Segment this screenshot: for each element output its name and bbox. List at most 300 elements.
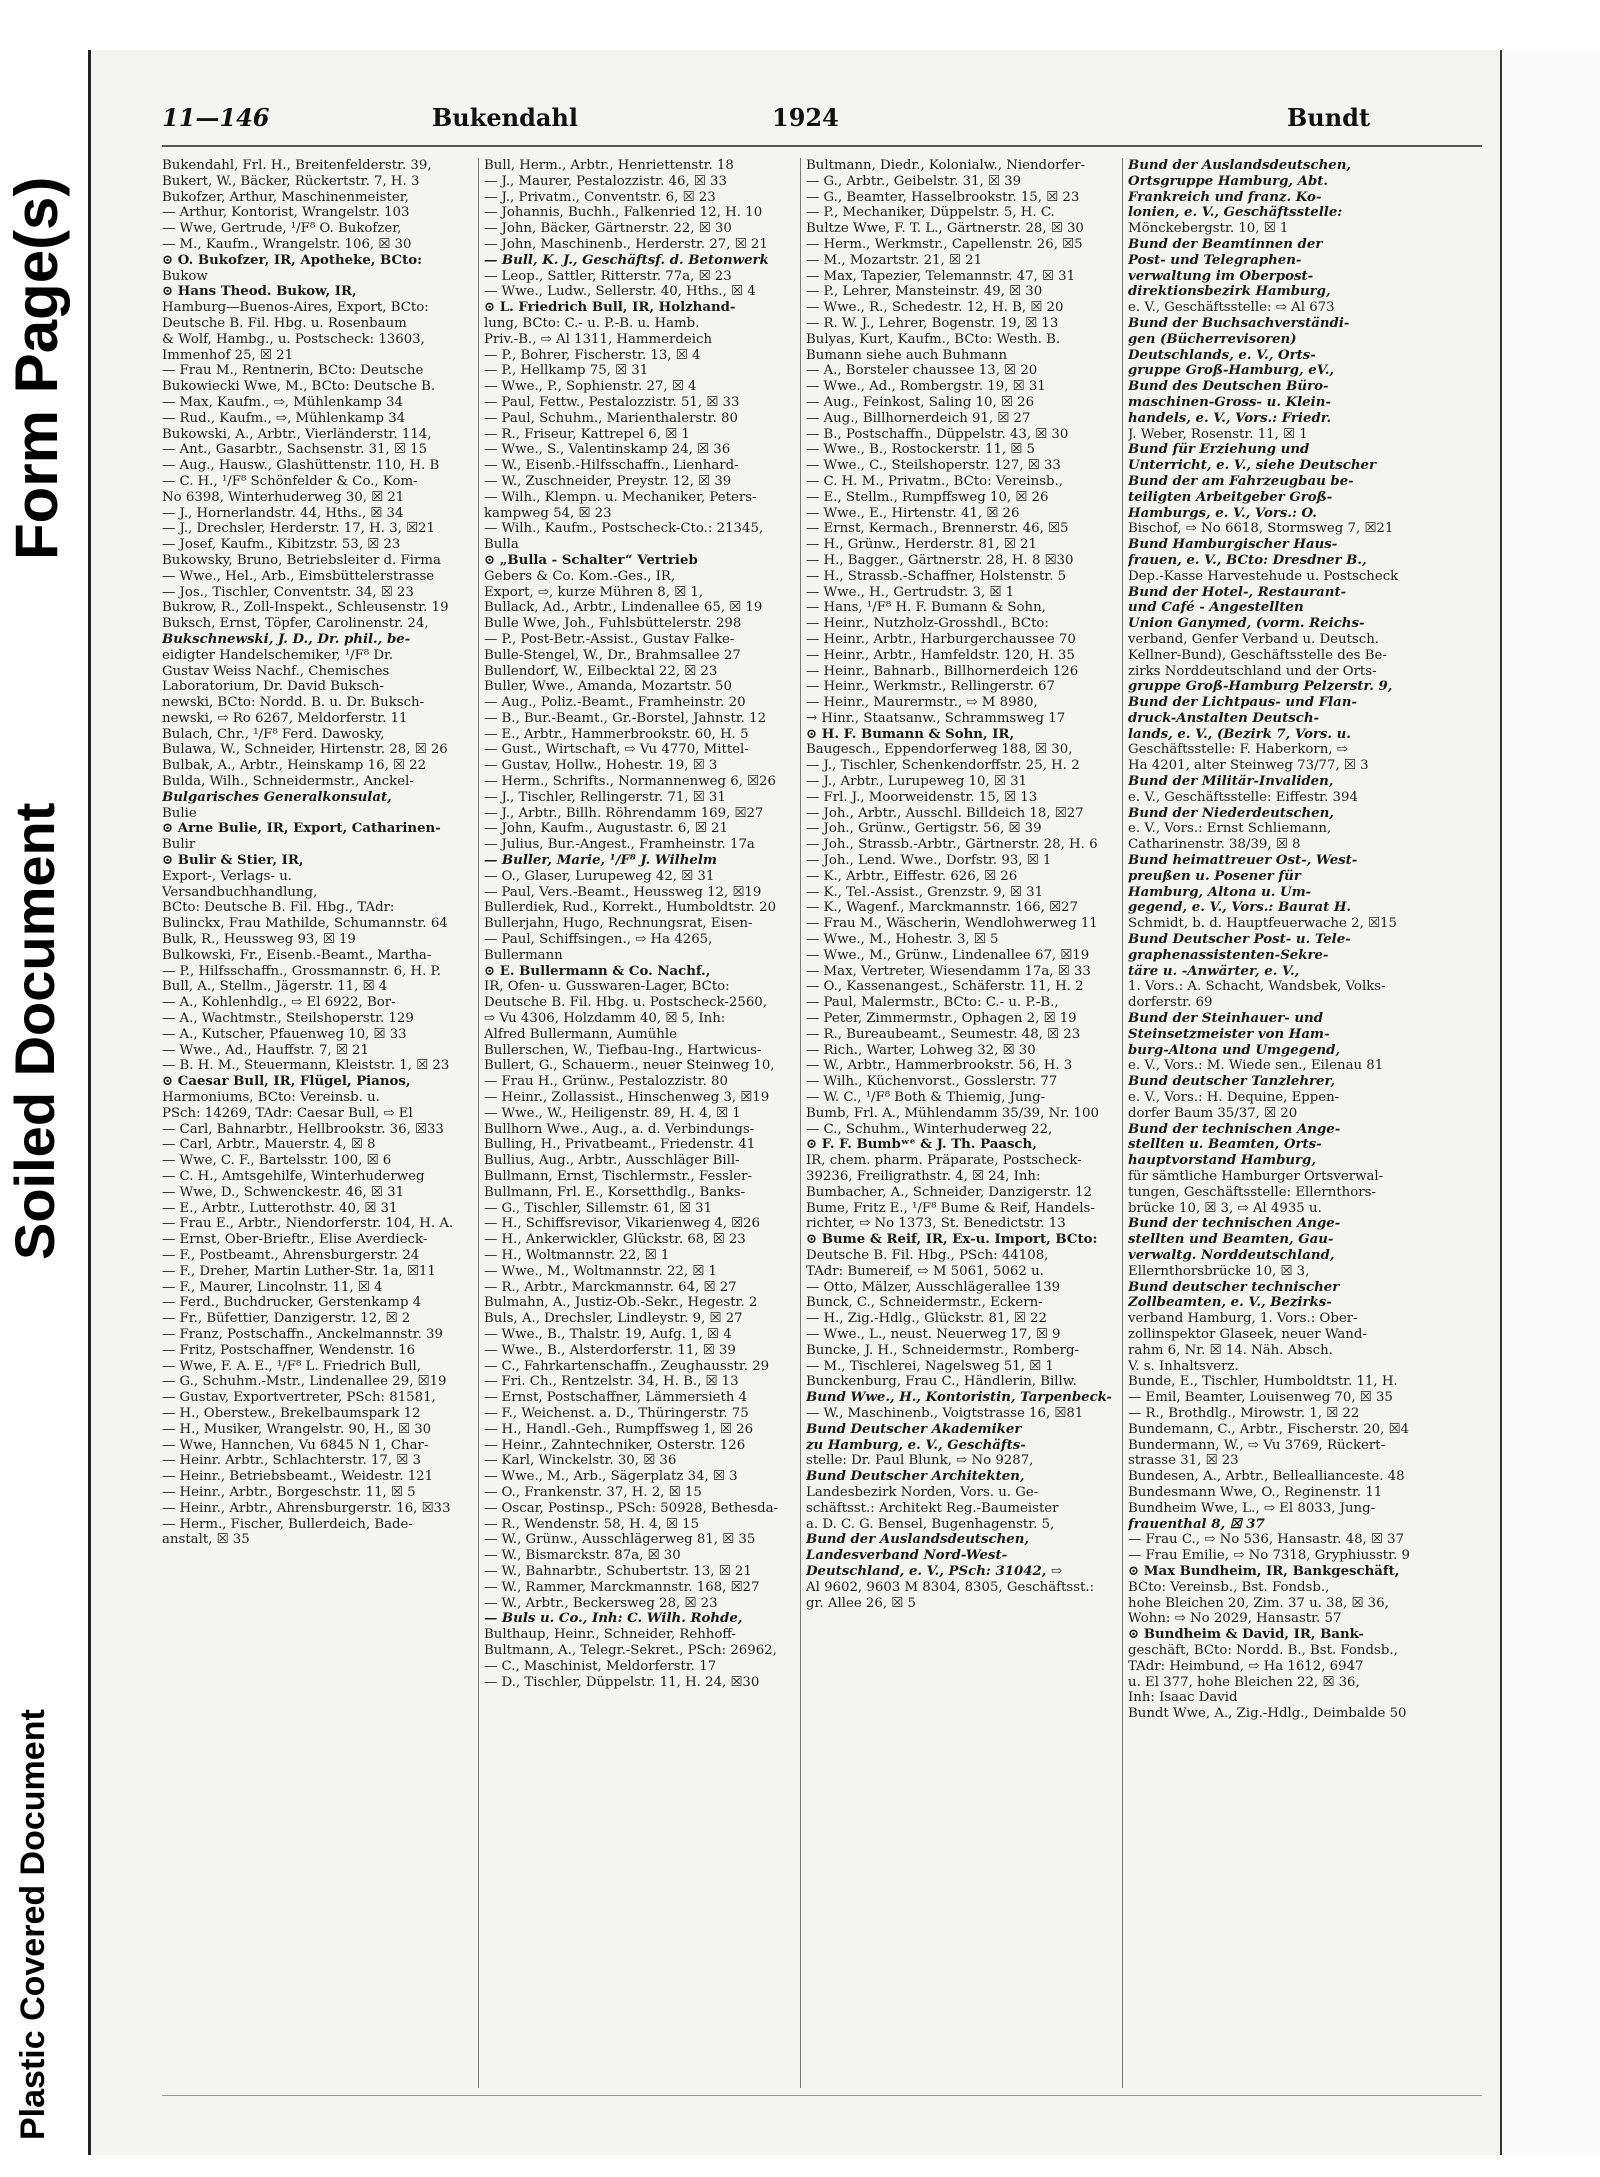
directory-entry-line: a. D. C. G. Bensel, Bugenhagenstr. 5, <box>806 1516 1055 1532</box>
directory-entry-line: burg-Altona und Umgegend, <box>1128 1042 1341 1058</box>
directory-entry-line: Bunde, E., Tischler, Humboldtstr. 11, H. <box>1128 1374 1398 1390</box>
directory-entry-line: — G., Arbtr., Geibelstr. 31, ☒ 39 <box>806 173 1022 189</box>
directory-entry-line: — R., Arbtr., Marckmannstr. 64, ☒ 27 <box>484 1279 737 1295</box>
column-divider <box>478 158 479 2088</box>
directory-entry-line: — P., Hellkamp 75, ☒ 31 <box>484 363 649 379</box>
directory-entry-line: Bume, Fritz E., ¹/F⁸ Bume & Reif, Handels- <box>806 1200 1095 1216</box>
directory-entry-line: e. V., Geschäftsstelle: ⇨ Al 673 <box>1128 300 1335 316</box>
directory-entry-line: — R., Wendenstr. 58, H. 4, ☒ 15 <box>484 1516 700 1532</box>
bottom-rule <box>162 2095 1482 2096</box>
directory-entry-line: — Frl. J., Moorweidenstr. 15, ☒ 13 <box>806 789 1038 805</box>
directory-entry-line: — J., Arbtr., Billh. Röhrendamm 169, ☒27 <box>484 805 764 821</box>
directory-entry-line: — A., Kohlenhdlg., ⇨ El 6922, Bor- <box>162 995 396 1011</box>
directory-entry-line: Steinsetzmeister von Ham- <box>1128 1026 1330 1042</box>
directory-entry-line: Gebers & Co. Kom.-Ges., IR, <box>484 568 676 584</box>
directory-entry-line: ⊙ Arne Bulie, IR, Export, Catharinen- <box>162 821 441 837</box>
directory-entry-line: Bund der technischen Ange- <box>1128 1121 1341 1137</box>
directory-entry-line: kampweg 54, ☒ 23 <box>484 505 612 521</box>
directory-entry-line: — Jos., Tischler, Conventstr. 34, ☒ 23 <box>162 584 414 600</box>
directory-entry-line: Landesbezirk Norden, Vors. u. Ge- <box>806 1484 1039 1500</box>
directory-entry-line: Bull, A., Stellm., Jägerstr. 11, ☒ 4 <box>162 979 388 995</box>
directory-entry-line: rahm 6, Nr. ☒ 14. Näh. Absch. <box>1128 1342 1333 1358</box>
directory-entry-line: — J., Drechsler, Herderstr. 17, H. 3, ☒21 <box>162 521 435 537</box>
directory-entry-line: — Heinr., Arbtr., Borgeschstr. 11, ☒ 5 <box>162 1484 416 1500</box>
directory-entry-line: verwaltung im Oberpost- <box>1128 268 1314 284</box>
directory-entry-line: teiligten Arbeitgeber Groß- <box>1128 489 1333 505</box>
directory-entry-line: schäftsst.: Architekt Reg.-Baumeister <box>806 1500 1059 1516</box>
directory-entry-line: — Wwe., M., Arb., Sägerplatz 34, ☒ 3 <box>484 1469 738 1485</box>
directory-entry-line: — Heinr., Zahntechniker, Osterstr. 126 <box>484 1437 746 1453</box>
directory-entry-line: — H., Oberstew., Brekelbaumspark 12 <box>162 1405 421 1421</box>
directory-entry-line: — Wwe., M., Woltmannstr. 22, ☒ 1 <box>484 1263 717 1279</box>
directory-entry-line: — H., Woltmannstr. 22, ☒ 1 <box>484 1247 670 1263</box>
directory-entry-line: IR, chem. pharm. Präparate, Postscheck- <box>806 1153 1082 1169</box>
directory-entry-line: — Heinr., Betriebsbeamt., Weidestr. 121 <box>162 1469 434 1485</box>
directory-entry-line: tungen, Geschäftsstelle: Ellernthors- <box>1128 1184 1376 1200</box>
directory-entry-line: — W., Bismarckstr. 87a, ☒ 30 <box>484 1548 681 1564</box>
directory-entry-line: Frankreich und franz. Ko- <box>1128 189 1322 205</box>
directory-entry-line: Bulda, Wilh., Schneidermstr., Anckel- <box>162 774 414 790</box>
directory-entry-line: — Peter, Zimmermstr., Ophagen 2, ☒ 19 <box>806 1011 1077 1027</box>
directory-entry-line: — Wwe., M., Grünw., Lindenallee 67, ☒19 <box>806 947 1090 963</box>
directory-entry-line: — Paul, Schuhm., Marienthalerstr. 80 <box>484 410 738 426</box>
directory-entry-line: → Hinr., Staatsanw., Schrammsweg 17 <box>806 710 1066 726</box>
directory-entry-line: Bullack, Ad., Arbtr., Lindenallee 65, ☒ 19 <box>484 600 763 616</box>
directory-entry-line: stelle: Dr. Paul Blunk, ⇨ No 9287, <box>806 1453 1034 1469</box>
directory-entry-line: — Heinr., Arbtr., Harburgerchaussee 70 <box>806 631 1076 647</box>
directory-entry-line: Kellner-Bund), Geschäftsstelle des Be- <box>1128 647 1387 663</box>
directory-entry-line: — John, Maschinenb., Herderstr. 27, ☒ 21 <box>484 236 768 252</box>
directory-entry-line: stellten und Beamten, Gau- <box>1128 1232 1334 1248</box>
directory-entry-line: — Aug., Hausw., Glashüttenstr. 110, H. B <box>162 458 440 474</box>
directory-entry-line: ⊙ L. Friedrich Bull, IR, Holzhand- <box>484 300 736 316</box>
directory-entry-line: gen (Bücherrevisoren) <box>1128 331 1297 347</box>
directory-entry-line: — O., Glaser, Lurupeweg 42, ☒ 31 <box>484 868 715 884</box>
directory-entry-line: J. Weber, Rosenstr. 11, ☒ 1 <box>1128 426 1308 442</box>
directory-entry-line: — Frau H., Grünw., Pestalozzistr. 80 <box>484 1074 728 1090</box>
directory-entry-line: — H., Grünw., Herderstr. 81, ☒ 21 <box>806 537 1037 553</box>
directory-entry-line: — M., Tischlerei, Nagelsweg 51, ☒ 1 <box>806 1358 1054 1374</box>
directory-entry-line: — Gustav, Hollw., Hohestr. 19, ☒ 3 <box>484 758 718 774</box>
directory-entry-line: — Carl, Arbtr., Mauerstr. 4, ☒ 8 <box>162 1137 376 1153</box>
directory-entry-line: — R., Friseur, Kattrepel 6, ☒ 1 <box>484 426 690 442</box>
directory-entry-line: — G., Tischler, Sillemstr. 61, ☒ 31 <box>484 1200 713 1216</box>
directory-entry-line: — Johannis, Buchh., Falkenried 12, H. 10 <box>484 205 763 221</box>
directory-entry-line: ⊙ Bume & Reif, IR, Ex-u. Import, BCto: <box>806 1232 1098 1248</box>
directory-entry-line: — Frau C., ⇨ No 536, Hansastr. 48, ☒ 37 <box>1128 1532 1405 1548</box>
directory-entry-line: Bulthaup, Heinr., Schneider, Rehhoff- <box>484 1627 736 1643</box>
directory-entry-line: — Wwe., S., Valentinskamp 24, ☒ 36 <box>484 442 731 458</box>
directory-entry-line: 39236, Freiligrathstr. 4, ☒ 24, Inh: <box>806 1169 1041 1184</box>
directory-entry-line: — Julius, Bur.-Angest., Framheinstr. 17a <box>484 837 755 853</box>
header-year: 1924 <box>772 103 839 132</box>
directory-entry-line: Bulla <box>484 537 519 553</box>
directory-entry-line: newski, ⇨ Ro 6267, Meldorferstr. 11 <box>162 710 408 726</box>
directory-entry-line: Bukowiecki Wwe, M., BCto: Deutsche B. <box>162 379 436 395</box>
directory-entry-line: gruppe Groß-Hamburg Pelzerstr. 9, <box>1128 679 1393 695</box>
directory-entry-line: lung, BCto: C.- u. P.-B. u. Hamb. <box>484 315 700 331</box>
directory-entry-line: ⊙ Bundheim & David, IR, Bank- <box>1128 1627 1364 1643</box>
directory-entry-line: — Franz, Postschaffn., Anckelmannstr. 39 <box>162 1326 443 1342</box>
directory-entry-line: Bulie <box>162 805 197 821</box>
directory-entry-line: Bulinckx, Frau Mathilde, Schumannstr. 64 <box>162 916 448 932</box>
directory-entry-line: — Wilh., Küchenvorst., Gosslerstr. 77 <box>806 1074 1058 1090</box>
directory-entry-line: zollinspektor Glaseek, neuer Wand- <box>1128 1326 1367 1342</box>
directory-entry-line: & Wolf, Hambg., u. Postscheck: 13603, <box>162 331 425 347</box>
directory-entry-line: Bumb, Frl. A., Mühlendamm 35/39, Nr. 100 <box>806 1105 1099 1121</box>
directory-entry-line: Bischof, ⇨ No 6618, Stormsweg 7, ☒21 <box>1128 521 1394 537</box>
directory-entry-line: V. s. Inhaltsverz. <box>1128 1358 1239 1374</box>
directory-entry-line: strasse 31, ☒ 23 <box>1128 1453 1239 1469</box>
directory-entry-line: — C., Fahrkartenschaffn., Zeughausstr. 29 <box>484 1358 770 1374</box>
directory-entry-line: Buncke, J. H., Schneidermstr., Romberg- <box>806 1342 1080 1358</box>
directory-entry-line: — Paul, Vers.-Beamt., Heussweg 12, ☒19 <box>484 884 762 900</box>
directory-entry-line: Bulach, Chr., ¹/F⁸ Ferd. Dawosky, <box>162 726 385 742</box>
directory-entry-line: Bund Hamburgischer Haus- <box>1128 537 1338 553</box>
directory-entry-line: — Hans, ¹/F⁸ H. F. Bumann & Sohn, <box>806 600 1046 616</box>
directory-entry-line: Post- und Telegraphen- <box>1128 252 1302 268</box>
directory-entry-line: Bulle-Stengel, W., Dr., Brahmsallee 27 <box>484 647 741 663</box>
directory-entry-line: — Wwe., R., Schedestr. 12, H. B, ☒ 20 <box>806 300 1064 316</box>
directory-entry-line: Bukow <box>162 268 208 284</box>
directory-entry-line: — Aug., Billhornerdeich 91, ☒ 27 <box>806 410 1031 426</box>
directory-entry-line: richter, ⇨ No 1373, St. Benedictstr. 13 <box>806 1216 1066 1232</box>
directory-entry-line: — Carl, Bahnarbtr., Hellbrookstr. 36, ☒33 <box>162 1121 444 1137</box>
directory-entry-line: — Ant., Gasarbtr., Sachsenstr. 31, ☒ 15 <box>162 442 428 458</box>
directory-entry-line: Bund der Lichtpaus- und Flan- <box>1128 695 1357 711</box>
directory-entry-line: täre u. -Anwärter, e. V., <box>1128 963 1300 979</box>
directory-entry-line: — Herm., Fischer, Bullerdeich, Bade- <box>162 1516 413 1532</box>
directory-entry-line: Al 9602, 9603 M 8304, 8305, Geschäftsst.: <box>806 1579 1095 1595</box>
column-1 <box>162 158 472 2078</box>
directory-entry-line: Bund der Militär-Invaliden, <box>1128 774 1334 790</box>
directory-entry-line: Bund der am Fahrzeugbau be- <box>1128 473 1354 489</box>
directory-entry-line: — G., Beamter, Hasselbrookstr. 15, ☒ 23 <box>806 189 1080 205</box>
directory-entry-line: Bund der Steinhauer- und <box>1128 1011 1324 1027</box>
directory-entry-line: — A., Kutscher, Pfauenweg 10, ☒ 33 <box>162 1026 407 1042</box>
directory-entry-line: — Oscar, Postinsp., PSch: 50928, Bethesda- <box>484 1500 779 1516</box>
directory-entry-line: — Emil, Beamter, Louisenweg 70, ☒ 35 <box>1128 1390 1393 1406</box>
directory-entry-line: Bund der Hotel-, Restaurant- <box>1128 584 1347 600</box>
directory-entry-line: — Gust., Wirtschaft, ⇨ Vu 4770, Mittel- <box>484 742 749 758</box>
directory-entry-line: Bund Wwe., H., Kontoristin, Tarpenbeck- <box>806 1390 1112 1406</box>
directory-entry-line: — J., Privatm., Conventstr. 6, ☒ 23 <box>484 189 716 205</box>
directory-entry-line: Bumann siehe auch Buhmann <box>806 347 1008 363</box>
directory-entry-line: — D., Tischler, Düppelstr. 11, H. 24, ☒30 <box>484 1674 760 1690</box>
directory-entry-line: — Joh., Strassb.-Arbtr., Gärtnerstr. 28, H. 6 <box>806 837 1098 853</box>
directory-entry-line: Bulling, H., Privatbeamt., Friedenstr. 41 <box>484 1137 756 1153</box>
directory-entry-line: No 6398, Winterhuderweg 30, ☒ 21 <box>162 489 405 505</box>
directory-entry-line: Bullmann, Frl. E., Korsetthdlg., Banks- <box>484 1184 746 1200</box>
directory-entry-line: — Frau Emilie, ⇨ No 7318, Gryphiusstr. 9 <box>1128 1548 1410 1564</box>
directory-entry-line: — Paul, Schiffsingen., ⇨ Ha 4265, <box>484 932 713 948</box>
directory-entry-line: — Karl, Winckelstr. 30, ☒ 36 <box>484 1453 677 1469</box>
directory-entry-line: geschäft, BCto: Nordd. B., Bst. Fondsb., <box>1128 1642 1398 1658</box>
directory-entry-line: — Heinr., Maurermstr., ⇨ M 8980, <box>806 695 1038 711</box>
directory-entry-line: Unterricht, e. V., siehe Deutscher <box>1128 458 1376 474</box>
directory-entry-line: verwaltg. Norddeutschland, <box>1128 1247 1335 1263</box>
directory-entry-line: — P., Post-Betr.-Assist., Gustav Falke- <box>484 631 735 647</box>
directory-entry-line: — A., Borsteler chaussee 13, ☒ 20 <box>806 363 1038 379</box>
directory-entry-line: Bundt Wwe, A., Zig.-Hdlg., Deimbalde 50 <box>1128 1706 1407 1722</box>
directory-entry-line: — W., Zuschneider, Preystr. 12, ☒ 39 <box>484 473 732 489</box>
directory-entry-line: — H., Zig.-Hdlg., Glückstr. 81, ☒ 22 <box>806 1311 1047 1327</box>
directory-entry-line: Ha 4201, alter Steinweg 73/77, ☒ 3 <box>1128 758 1369 774</box>
directory-entry-line: ⊙ Max Bundheim, IR, Bankgeschäft, <box>1128 1563 1400 1579</box>
directory-entry-line: Bulir <box>162 837 196 853</box>
directory-entry-line: — Gustav, Exportvertreter, PSch: 81581, <box>162 1390 436 1406</box>
directory-entry-line: dorfer Baum 35/37, ☒ 20 <box>1128 1105 1298 1121</box>
directory-entry-line: Buls, A., Drechsler, Lindleystr. 9, ☒ 27 <box>484 1311 743 1327</box>
directory-entry-line: Bullerdiek, Rud., Korrekt., Humboldtstr. 20 <box>484 900 777 916</box>
directory-entry-line: Bund der technischen Ange- <box>1128 1216 1341 1232</box>
directory-entry-line: Gustav Weiss Nachf., Chemisches <box>162 663 390 679</box>
directory-entry-line: — Frau M., Wäscherin, Wendlohwerweg 11 <box>806 916 1098 932</box>
directory-entry-line: Bukrow, R., Zoll-Inspekt., Schleusenstr. 19 <box>162 600 449 616</box>
directory-entry-line: Bultmann, Diedr., Kolonialw., Niendorfer- <box>806 158 1086 173</box>
directory-entry-line: Bundesmann Wwe, O., Reginenstr. 11 <box>1128 1484 1383 1500</box>
directory-entry-line: — Heinr., Nutzholz-Grosshdl., BCto: <box>806 616 1049 632</box>
directory-entry-line: — Buller, Marie, ¹/F⁸ J. Wilhelm <box>484 853 717 869</box>
directory-entry-line: Ellernthorsbrücke 10, ☒ 3, <box>1128 1263 1310 1279</box>
directory-entry-line: — E., Stellm., Rumpffsweg 10, ☒ 26 <box>806 489 1049 505</box>
directory-entry-line: Bullert, G., Schauerm., neuer Steinweg 10, <box>484 1058 775 1074</box>
directory-entry-line: u. El 377, hohe Bleichen 22, ☒ 36, <box>1128 1674 1360 1690</box>
directory-entry-line: — Heinr., Zollassist., Hinschenweg 3, ☒19 <box>484 1090 770 1106</box>
directory-entry-line: — B. H. M., Steuermann, Kleiststr. 1, ☒ 23 <box>162 1058 450 1074</box>
directory-entry-line: — Rud., Kaufm., ⇨, Mühlenkamp 34 <box>162 410 406 426</box>
directory-entry-line: Mönckebergstr. 10, ☒ 1 <box>1128 221 1289 237</box>
column-divider <box>1122 158 1123 2088</box>
directory-entry-line: Bulmahn, A., Justiz-Ob.-Sekr., Hegestr. 2 <box>484 1295 758 1311</box>
directory-entry-line: — H., Bagger., Gärtnerstr. 28, H. 8 ☒30 <box>806 552 1074 568</box>
directory-entry-line: Deutschland, e. V., PSch: 31042, ⇨ <box>806 1563 1063 1579</box>
directory-entry-line: — C. H., Amtsgehilfe, Winterhuderweg <box>162 1169 425 1184</box>
directory-entry-line: Bukschnewski, J. D., Dr. phil., be- <box>162 631 411 647</box>
directory-entry-line: Bund heimattreuer Ost-, West- <box>1128 853 1358 869</box>
directory-entry-line: — Wwe., B., Thalstr. 19, Aufg. 1, ☒ 4 <box>484 1326 732 1342</box>
directory-entry-line: — Paul, Malermstr., BCto: C.- u. P.-B., <box>806 995 1059 1011</box>
directory-entry-line: e. V., Vors.: M. Wiede sen., Eilenau 81 <box>1128 1058 1384 1074</box>
directory-entry-line: — Frau E., Arbtr., Niendorferstr. 104, H. A. <box>162 1216 454 1232</box>
directory-entry-line: Bundermann, W., ⇨ Vu 3769, Rückert- <box>1128 1437 1386 1453</box>
directory-entry-line: stellten u. Beamten, Orts- <box>1128 1137 1322 1153</box>
directory-entry-line: Bukert, W., Bäcker, Rückertstr. 7, H. 3 <box>162 173 420 189</box>
column-divider <box>800 158 801 2088</box>
directory-entry-line: Bulk, R., Heussweg 93, ☒ 19 <box>162 932 356 948</box>
directory-entry-line: ⊙ O. Bukofzer, IR, Apotheke, BCto: <box>162 252 423 268</box>
directory-entry-line: — E., Arbtr., Hammerbrookstr. 60, H. 5 <box>484 726 749 742</box>
directory-entry-line: Bullius, Aug., Arbtr., Ausschläger Bill- <box>484 1153 740 1169</box>
directory-entry-line: — Wwe, Hannchen, Vu 6845 N 1, Char- <box>162 1437 429 1453</box>
directory-entry-line: — W., Eisenb.-Hilfsschaffn., Lienhard- <box>484 458 739 474</box>
directory-entry-line: Bulbak, A., Arbtr., Heinskamp 16, ☒ 22 <box>162 758 427 774</box>
directory-entry-line: e. V., Vors.: Ernst Schliemann, <box>1128 821 1332 837</box>
directory-entry-line: frauen, e. V., BCto: Dresdner B., <box>1128 552 1367 568</box>
directory-entry-line: Zollbeamten, e. V., Bezirks- <box>1128 1295 1332 1311</box>
directory-entry-line: — P., Mechaniker, Düppelstr. 5, H. C. <box>806 205 1055 221</box>
directory-entry-line: Catharinenstr. 38/39, ☒ 8 <box>1128 837 1301 853</box>
directory-entry-line: — Wwe., E., Hirtenstr. 41, ☒ 26 <box>806 505 1020 521</box>
directory-entry-line: ⊙ H. F. Bumann & Sohn, IR, <box>806 726 1015 742</box>
directory-entry-line: — Max, Tapezier, Telemannstr. 47, ☒ 31 <box>806 268 1076 284</box>
directory-entry-line: Schmidt, b. d. Hauptfeuerwache 2, ☒15 <box>1128 916 1397 932</box>
directory-entry-line: Bullermann <box>484 947 563 963</box>
directory-entry-line: — Joh., Arbtr., Ausschl. Billdeich 18, ☒27 <box>806 805 1084 821</box>
directory-entry-line: — J., Hornerlandstr. 44, Hths., ☒ 34 <box>162 505 404 521</box>
directory-entry-line: gegend, e. V., Vors.: Baurat H. <box>1128 900 1352 916</box>
directory-entry-line: — W., Grünw., Ausschlägerweg 81, ☒ 35 <box>484 1532 756 1548</box>
directory-entry-line: Bundesen, A., Arbtr., Belleallianceste. 48 <box>1128 1469 1405 1485</box>
directory-entry-line: Bulawa, W., Schneider, Hirtenstr. 28, ☒ 26 <box>162 742 448 758</box>
directory-entry-line: — Wwe., W., Heiligenstr. 89, H. 4, ☒ 1 <box>484 1105 741 1121</box>
directory-entry-line: — Fritz, Postschaffner, Wendenstr. 16 <box>162 1342 416 1358</box>
directory-entry-line: — R. W. J., Lehrer, Bogenstr. 19, ☒ 13 <box>806 315 1059 331</box>
directory-entry-line: graphenassistenten-Sekre- <box>1128 947 1329 963</box>
directory-entry-line: — Heinr. Arbtr., Schlachterstr. 17, ☒ 3 <box>162 1453 421 1469</box>
scan-sidebar <box>0 0 80 2177</box>
directory-entry-line: — M., Mozartstr. 21, ☒ 21 <box>806 252 983 268</box>
directory-entry-line: — Wwe., B., Rostockerstr. 11, ☒ 5 <box>806 442 1035 458</box>
directory-entry-line: — Wwe., P., Sophienstr. 27, ☒ 4 <box>484 379 697 395</box>
directory-entry-line: verband Hamburg, 1. Vors.: Ober- <box>1128 1311 1358 1327</box>
directory-entry-line: — Fri. Ch., Rentzelstr. 34, H. B., ☒ 13 <box>484 1374 739 1390</box>
directory-entry-line: — Leop., Sattler, Ritterstr. 77a, ☒ 23 <box>484 268 732 284</box>
directory-entry-line: — Bull, K. J., Geschäftsf. d. Betonwerk <box>484 252 769 268</box>
directory-entry-line: Deutsche B. Fil. Hbg. u. Postscheck-2560, <box>484 995 767 1011</box>
directory-entry-line: — Joh., Lend. Wwe., Dorfstr. 93, ☒ 1 <box>806 853 1052 869</box>
directory-entry-line: lonien, e. V., Geschäftsstelle: <box>1128 205 1343 221</box>
directory-entry-line: — H., Handl.-Geh., Rumpffsweg 1, ☒ 26 <box>484 1421 754 1437</box>
directory-entry-line: Bunck, C., Schneidermstr., Eckern- <box>806 1295 1043 1311</box>
directory-entry-line: Immenhof 25, ☒ 21 <box>162 347 294 363</box>
directory-entry-line: — W., Rammer, Marckmannstr. 168, ☒27 <box>484 1579 760 1595</box>
directory-entry-line: — P., Hilfsschaffn., Grossmannstr. 6, H. P. <box>162 963 442 979</box>
directory-entry-line: Priv.-B., ⇨ Al 1311, Hammerdeich <box>484 331 713 347</box>
directory-entry-line: zu Hamburg, e. V., Geschäfts- <box>806 1437 1026 1453</box>
directory-entry-line: — H., Ankerwickler, Glückstr. 68, ☒ 23 <box>484 1232 746 1248</box>
directory-entry-line: PSch: 14269, TAdr: Caesar Bull, ⇨ El <box>162 1105 413 1121</box>
column-2 <box>484 158 794 2078</box>
directory-entry-line: frauenthal 8, ☒ 37 <box>1128 1516 1265 1532</box>
directory-entry-line: Harmoniums, BCto: Vereinsb. u. <box>162 1090 380 1106</box>
directory-entry-line: Alfred Bullermann, Aumühle <box>484 1026 677 1042</box>
directory-entry-line: — A., Wachtmstr., Steilshoperstr. 129 <box>162 1011 414 1027</box>
directory-entry-line: — M., Kaufm., Wrangelstr. 106, ☒ 30 <box>162 236 412 252</box>
directory-entry-line: — Wwe., Ludw., Sellerstr. 40, Hths., ☒ 4 <box>484 284 756 300</box>
directory-entry-line: TAdr: Heimbund, ⇨ Ha 1612, 6947 <box>1128 1658 1364 1674</box>
directory-entry-line: brücke 10, ☒ 3, ⇨ Al 4935 u. <box>1128 1200 1322 1216</box>
directory-entry-line: Bukendahl, Frl. H., Breitenfelderstr. 39, <box>162 158 432 173</box>
directory-entry-line: — Heinr., Bahnarb., Billhornerdeich 126 <box>806 663 1079 679</box>
directory-entry-line: Bulyas, Kurt, Kaufm., BCto: Westh. B. <box>806 331 1061 347</box>
directory-entry-line: Buller, Wwe., Amanda, Mozartstr. 50 <box>484 679 732 695</box>
directory-entry-line: Bund Deutscher Architekten, <box>806 1469 1025 1485</box>
next-page-edge <box>1500 50 1600 2155</box>
directory-entry-line: Bundheim Wwe, L., ⇨ El 8033, Jung- <box>1128 1500 1376 1516</box>
directory-entry-line: Deutsche B. Fil. Hbg., PSch: 44108, <box>806 1247 1049 1263</box>
directory-entry-line: — C. H., ¹/F⁸ Schönfelder & Co., Kom- <box>162 473 418 489</box>
directory-entry-line: — J., Tischler, Rellingerstr. 71, ☒ 31 <box>484 789 726 805</box>
directory-entry-line: Hamburg—Buenos-Aires, Export, BCto: <box>162 300 429 316</box>
directory-entry-line: — W., Arbtr., Hammerbrookstr. 56, H. 3 <box>806 1058 1073 1074</box>
directory-entry-line: — Heinr., Arbtr., Hamfeldstr. 120, H. 35 <box>806 647 1075 663</box>
directory-entry-line: gruppe Groß-Hamburg, eV., <box>1128 363 1334 379</box>
directory-entry-line: Bund des Deutschen Büro- <box>1128 379 1329 395</box>
directory-entry-line: für sämtliche Hamburger Ortsverwal- <box>1128 1169 1384 1184</box>
directory-entry-line: — Josef, Kaufm., Kibitzstr. 53, ☒ 23 <box>162 537 401 553</box>
directory-entry-line: — F., Weichenst. a. D., Thüringerstr. 75 <box>484 1405 749 1421</box>
directory-entry-line: Bund der Buchsachverständi- <box>1128 315 1350 331</box>
directory-entry-line: 1. Vors.: A. Schacht, Wandsbek, Volks- <box>1128 979 1386 995</box>
directory-entry-line: Bultmann, A., Telegr.-Sekret., PSch: 26962, <box>484 1642 777 1658</box>
directory-entry-line: — Wwe., Hel., Arb., Eimsbüttelerstrasse <box>162 568 435 584</box>
directory-entry-line: ⊙ „Bulla - Schalter“ Vertrieb <box>484 552 698 568</box>
directory-entry-line: Bullerschen, W., Tiefbau-Ing., Hartwicus- <box>484 1042 762 1058</box>
directory-entry-line: e. V., Vors.: H. Dequine, Eppen- <box>1128 1090 1340 1106</box>
directory-entry-line: — Fr., Büfettier, Danzigerstr. 12, ☒ 2 <box>162 1311 411 1327</box>
directory-entry-line: zirks Norddeutschland und der Orts- <box>1128 663 1377 679</box>
directory-entry-line: Bund für Erziehung und <box>1128 442 1310 458</box>
directory-entry-line: — R., Bureaubeamt., Seumestr. 48, ☒ 23 <box>806 1026 1081 1042</box>
directory-entry-line: — Wwe., M., Hohestr. 3, ☒ 5 <box>806 932 999 948</box>
directory-entry-line: Bultze Wwe, F. T. L., Gärtnerstr. 28, ☒ 30 <box>806 221 1084 237</box>
soiled-document-label: Soiled Document <box>3 802 66 1260</box>
directory-entry-line: — Wwe, Gertrude, ¹/F⁸ O. Bukofzer, <box>162 221 402 237</box>
directory-entry-line: — E., Arbtr., Lutterothstr. 40, ☒ 31 <box>162 1200 398 1216</box>
directory-entry-line: — Joh., Grünw., Gertigstr. 56, ☒ 39 <box>806 821 1042 837</box>
directory-entry-line: ⊙ Caesar Bull, IR, Flügel, Pianos, <box>162 1074 411 1090</box>
directory-entry-line: — H., Strassb.-Schaffner, Holstenstr. 5 <box>806 568 1067 584</box>
directory-entry-line: — Max, Kaufm., ⇨, Mühlenkamp 34 <box>162 394 403 410</box>
page-number: 11—146 <box>162 103 270 132</box>
directory-entry-line: — W., Arbtr., Beckersweg 28, ☒ 23 <box>484 1595 718 1611</box>
header-rule <box>162 145 1482 147</box>
directory-entry-line: Bull, Herm., Arbtr., Henriettenstr. 18 <box>484 158 734 173</box>
directory-entry-line: Bukowsky, Bruno, Betriebsleiter d. Firma <box>162 552 441 568</box>
directory-entry-line: — Heinr., Werkmstr., Rellingerstr. 67 <box>806 679 1055 695</box>
directory-entry-line: IR, Ofen- u. Gusswaren-Lager, BCto: <box>484 979 730 995</box>
directory-entry-line: Bullhorn Wwe., Aug., a. d. Verbindungs- <box>484 1121 755 1137</box>
column-4 <box>1128 158 1480 2078</box>
directory-entry-line: — Otto, Mälzer, Ausschlägerallee 139 <box>806 1279 1061 1295</box>
directory-entry-line: — Aug., Poliz.-Beamt., Framheinstr. 20 <box>484 695 746 711</box>
directory-entry-line: — P., Lehrer, Mansteinstr. 49, ☒ 30 <box>806 284 1043 300</box>
directory-entry-line: — Wwe, C. F., Bartelsstr. 100, ☒ 6 <box>162 1153 392 1169</box>
directory-entry-line: — Arthur, Kontorist, Wrangelstr. 103 <box>162 205 410 221</box>
directory-entry-line: — Wwe, F. A. E., ¹/F⁸ L. Friedrich Bull, <box>162 1358 421 1374</box>
directory-entry-line: dorferstr. 69 <box>1128 995 1213 1011</box>
directory-entry-line: — K., Tel.-Assist., Grenzstr. 9, ☒ 31 <box>806 884 1044 900</box>
directory-entry-line: — Ernst, Postschaffner, Lämmersieth 4 <box>484 1390 748 1406</box>
directory-entry-line: newski, BCto: Nordd. B. u. Dr. Buksch- <box>162 695 425 711</box>
directory-entry-line: — Herm., Schrifts., Normannenweg 6, ☒26 <box>484 774 776 790</box>
directory-entry-line: Dep.-Kasse Harvestehude u. Postscheck <box>1128 568 1399 584</box>
directory-entry-line: druck-Anstalten Deutsch- <box>1128 710 1320 726</box>
directory-entry-line: Union Ganymed, (vorm. Reichs- <box>1128 616 1365 632</box>
header-right-term: Bundt <box>1287 103 1371 132</box>
directory-entry-line: — Max, Vertreter, Wiesendamm 17a, ☒ 33 <box>806 963 1091 979</box>
directory-entry-line: — H., Musiker, Wrangelstr. 90, H., ☒ 30 <box>162 1421 432 1437</box>
directory-entry-line: — B., Postschaffn., Düppelstr. 43, ☒ 30 <box>806 426 1069 442</box>
directory-entry-line: Bukofzer, Arthur, Maschinenmeister, <box>162 189 409 205</box>
directory-entry-line: — Herm., Werkmstr., Capellenstr. 26, ☒5 <box>806 236 1083 252</box>
directory-entry-line: Hamburgs, e. V., Vors.: O. <box>1128 505 1317 521</box>
directory-entry-line: — C., Maschinist, Meldorferstr. 17 <box>484 1658 717 1674</box>
directory-entry-line: Bunckenburg, Frau C., Händlerin, Billw. <box>806 1374 1077 1390</box>
directory-entry-line: Bundemann, C., Arbtr., Fischerstr. 20, ☒4 <box>1128 1421 1409 1437</box>
directory-entry-line: Bund Deutscher Akademiker <box>806 1421 1022 1437</box>
